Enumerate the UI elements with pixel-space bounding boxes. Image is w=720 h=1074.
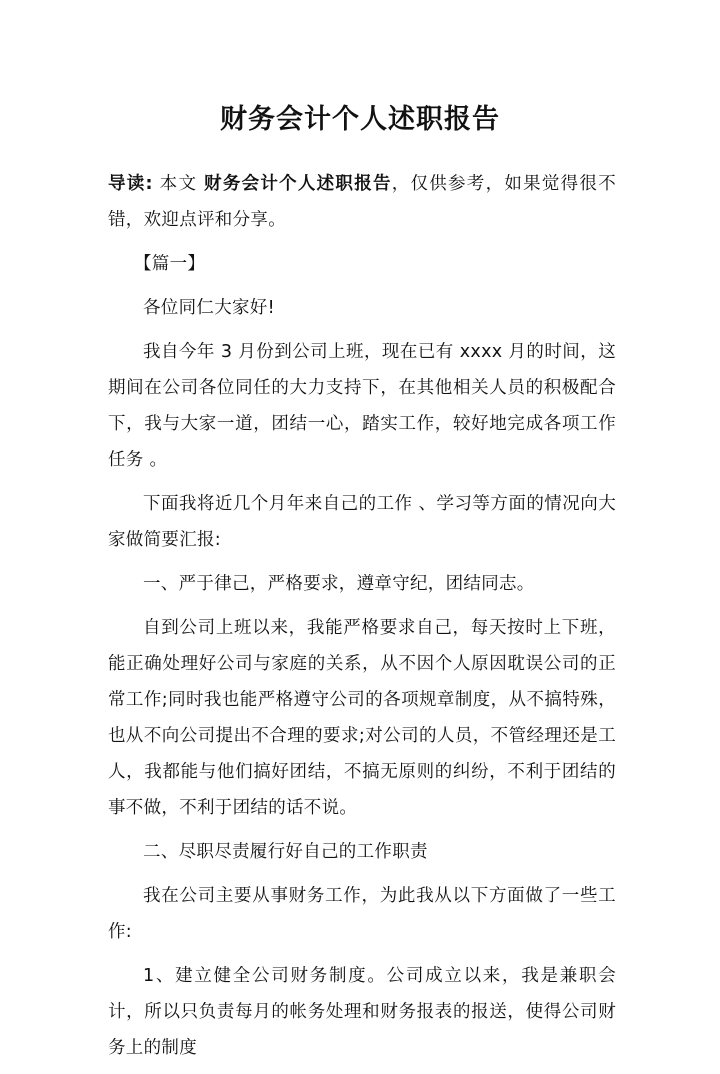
intro-suffix: ，仅供参考，如果觉得很不错，欢迎点评和分享。	[108, 174, 616, 230]
section-label: 【篇一】	[134, 254, 206, 274]
paragraph-finance-system: 1、建立健全公司财务制度。公司成立以来，我是兼职会计，所以只负责每月的帐务处理和财务报表的报送，使得公司财务上的制度	[108, 966, 616, 1058]
intro-label: 导读:	[108, 174, 153, 194]
paragraph-duties: 我在公司主要从事财务工作，为此我从以下方面做了一些工作:	[108, 886, 616, 942]
paragraph-intro-work: 我自今年 3 月份到公司上班，现在已有 xxxx 月的时间，这期间在公司各位同任的大力支持下，在其他相关人员的积极配合下，我与大家一道，团结一心，踏实工作，较好地完成各项工作任务 。	[108, 342, 616, 470]
section-heading-one: 一、严于律己，严格要求，遵章守纪，团结同志。	[143, 574, 535, 594]
paragraph-greeting: 各位同仁大家好!	[143, 298, 275, 318]
document-title: 财务会计个人述职报告	[220, 104, 500, 135]
paragraph-discipline: 自到公司上班以来，我能严格要求自己，每天按时上下班，能正确处理好公司与家庭的关系，从不因个人原因耽误公司的正常工作;同时我也能严格遵守公司的各项规章制度，从不搞特殊，也从不向公司提出不合理的要求;对公司的人员，不管经理还是工人，我都能与他们搞好团结，不搞无原则的纠纷，不利于团结的事不做，不利于团结的话不说。	[108, 618, 616, 818]
intro-paragraph	[108, 166, 616, 238]
intro-prefix: 本文	[152, 174, 205, 194]
section-heading-two: 二、尽职尽责履行好自己的工作职责	[143, 842, 428, 862]
paragraph-report-lead: 下面我将近几个月年来自己的工作 、学习等方面的情况向大家做简要汇报:	[108, 494, 616, 550]
document-body	[108, 166, 616, 1074]
intro-highlight: 财务会计个人述职报告	[204, 174, 392, 194]
